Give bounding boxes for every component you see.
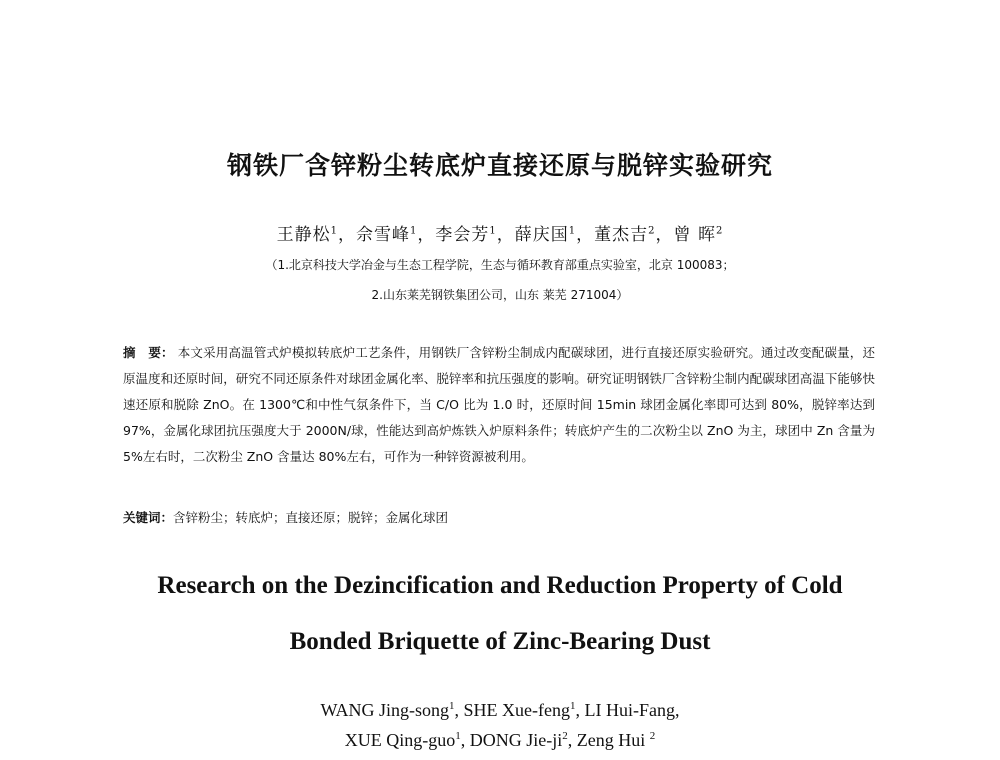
chinese-abstract: [123, 340, 875, 470]
author-name: XUE Qing-guo: [344, 730, 456, 750]
affiliation-marker: 2: [715, 225, 724, 237]
author-separator: ,: [567, 730, 577, 750]
english-author-list-line-2: [0, 730, 1000, 751]
abstract-label: 摘 要：: [123, 345, 174, 360]
affiliation-marker: 1: [449, 700, 455, 712]
english-author-list-line-1: [0, 700, 1000, 721]
author-name: WANG Jing-song: [320, 700, 450, 720]
author-name: LI Hui-Fang,: [584, 700, 680, 720]
chinese-affiliation-1: （1.北京科技大学冶金与生态工程学院，生态与循环教育部重点实验室，北京 100083；: [265, 258, 735, 272]
author-separator: ，: [338, 225, 357, 245]
chinese-affiliation-2: 2.山东莱芜钢铁集团公司，山东 莱芜 271004）: [371, 288, 629, 302]
author-separator: ,: [460, 730, 470, 750]
english-title-line-1: Research on the Dezincification and Reduction Property of Cold: [157, 572, 843, 599]
abstract-text: 本文采用高温管式炉模拟转底炉工艺条件，用钢铁厂含锌粉尘制成内配碳球团，进行直接还原实验研究。通过改变配碳量，还原温度和还原时间，研究不同还原条件对球团金属化率、脱锌率和抗压强度的影响。研究证明钢铁厂含锌粉尘制内配碳球团高温下能够快速还原和脱除 ZnO。在 1300℃和中性气氛条件下，当 C/O 比为 1.0 时，还原时间 15min 球团金属化率即可达到 80%，脱锌率达到 97%，金属化球团抗压强度大于 2000N/球，性能达到高炉炼铁入炉原料条件；转底炉产生的二次粉尘以 ZnO 为主，球团中 Zn 含量为 5%左右时，二次粉尘 ZnO 含量达 80%左右，可作为一种锌资源被利用。: [123, 345, 875, 464]
affiliation-marker: 2: [648, 225, 656, 237]
author-name: 董杰吉: [594, 225, 649, 245]
keywords-text: 含锌粉尘；转底炉；直接还原；脱锌；金属化球团: [173, 510, 449, 525]
affiliation-marker: 1: [330, 225, 339, 237]
affiliation-marker: 2: [562, 730, 568, 742]
affiliation-marker: 1: [570, 700, 576, 712]
author-separator: ，: [496, 225, 515, 245]
affiliation-marker: 1: [410, 225, 418, 237]
chinese-author-list: [0, 220, 1000, 245]
english-title-line-2: Bonded Briquette of Zinc-Bearing Dust: [289, 628, 711, 655]
author-name: 佘雪峰: [356, 225, 411, 245]
author-name: 薛庆国: [514, 225, 569, 245]
author-name: 曾 晖: [673, 225, 716, 245]
author-separator: ,: [575, 700, 585, 720]
author-name: SHE Xue-feng: [463, 700, 570, 720]
affiliation-marker: 1: [489, 225, 497, 237]
affiliation-marker: 1: [568, 225, 577, 237]
author-name: 李会芳: [435, 225, 490, 245]
chinese-keywords: [123, 508, 875, 526]
author-separator: ，: [655, 225, 674, 245]
author-separator: ,: [454, 700, 464, 720]
author-name: DONG Jie-ji: [469, 730, 563, 750]
affiliation-marker: 1: [455, 730, 461, 742]
chinese-title: 钢铁厂含锌粉尘转底炉直接还原与脱锌实验研究: [226, 151, 773, 180]
author-separator: ，: [576, 225, 595, 245]
author-separator: ，: [417, 225, 436, 245]
affiliation-marker: 2: [649, 730, 656, 742]
author-name: 王静松: [276, 225, 331, 245]
keywords-label: 关键词：: [123, 510, 174, 525]
author-name: Zeng Hui: [576, 730, 650, 750]
